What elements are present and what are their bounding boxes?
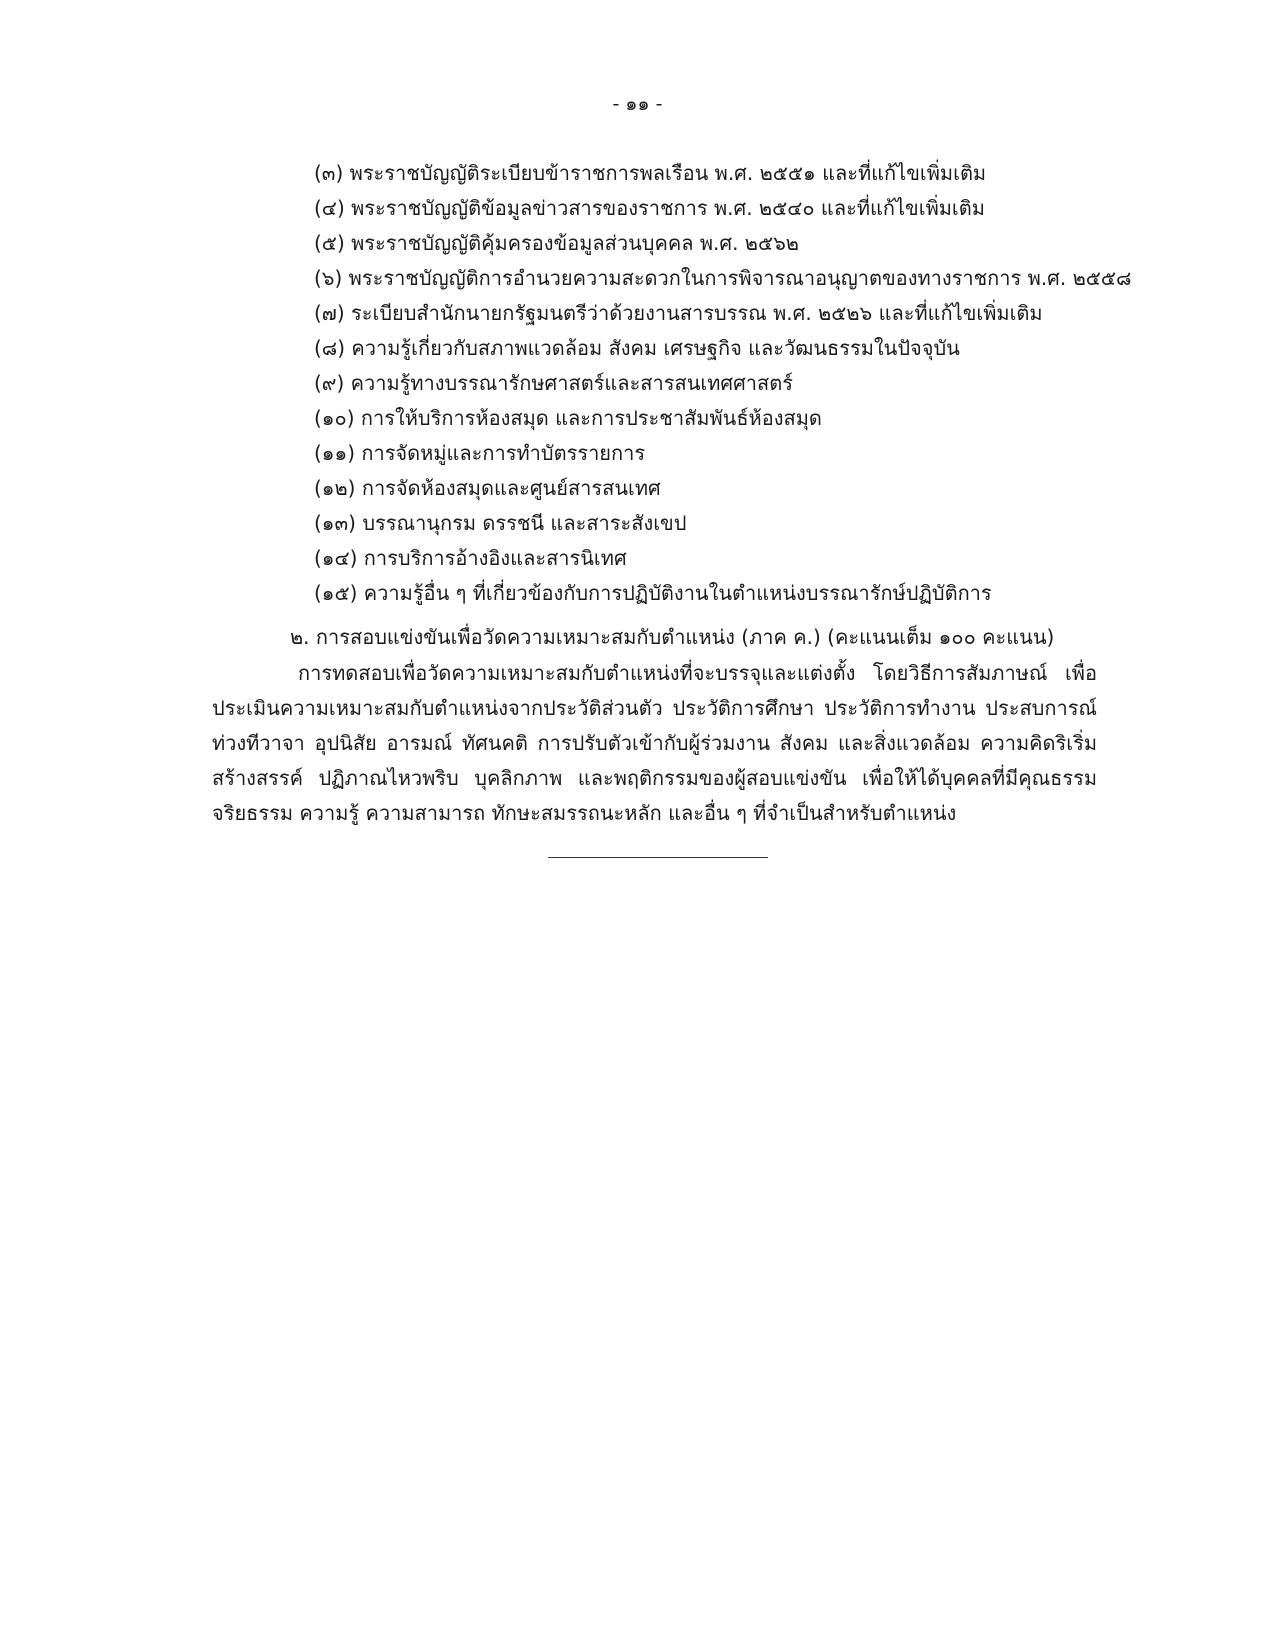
section-heading: ๒. การสอบแข่งขันเพื่อวัดความเหมาะสมกับตำแหน่ง (ภาค ค.) (คะแนนเต็ม ๑๐๐ คะแนน) xyxy=(290,625,1055,649)
list-item: (๑๔) การบริการอ้างอิงและสารนิเทศ xyxy=(314,546,627,570)
list-item: (๖) พระราชบัญญัติการอำนวยความสะดวกในการพิจารณาอนุญาตของทางราชการ พ.ศ. ๒๕๕๘ xyxy=(314,266,1132,290)
list-item: (๑๕) ความรู้อื่น ๆ ที่เกี่ยวข้องกับการปฏิบัติงานในตำแหน่งบรรณารักษ์ปฏิบัติการ xyxy=(314,581,992,605)
list-item: (๑๐) การให้บริการห้องสมุด และการประชาสัมพันธ์ห้องสมุด xyxy=(314,406,822,430)
list-item: (๕) พระราชบัญญัติคุ้มครองข้อมูลส่วนบุคคล พ.ศ. ๒๕๖๒ xyxy=(314,231,799,255)
knowledge-list xyxy=(314,156,1132,611)
list-item: (๘) ความรู้เกี่ยวกับสภาพแวดล้อม สังคม เศรษฐกิจ และวัฒนธรรมในปัจจุบัน xyxy=(314,336,960,360)
list-item: (๑๒) การจัดห้องสมุดและศูนย์สารสนเทศ xyxy=(314,476,661,500)
end-divider xyxy=(548,857,768,858)
list-item: (๑๓) บรรณานุกรม ดรรชนี และสาระสังเขป xyxy=(314,511,687,535)
list-item: (๙) ความรู้ทางบรรณารักษศาสตร์และสารสนเทศศาสตร์ xyxy=(314,371,793,395)
list-item: (๗) ระเบียบสำนักนายกรัฐมนตรีว่าด้วยงานสารบรรณ พ.ศ. ๒๕๒๖ และที่แก้ไขเพิ่มเติม xyxy=(314,301,1043,325)
section-paragraph: การทดสอบเพื่อวัดความเหมาะสมกับตำแหน่งที่จะบรรจุและแต่งตั้ง โดยวิธีการสัมภาษณ์ เพื่อประเมินความเหมาะสมกับตำแหน่งจากประวัติส่วนตัว ประวัติการศึกษา ประวัติการทำงาน ประสบการณ์ ท่วงทีวาจา อุปนิสัย อารมณ์ ทัศนคติ การปรับตัวเข้ากับผู้ร่วมงาน สังคม และสิ่งแวดล้อม ความคิดริเริ่ม สร้างสรรค์ ปฏิภาณไหวพริบ บุคลิกภาพ และพฤติกรรมของผู้สอบแข่งขัน เพื่อให้ได้บุคคลที่มีคุณธรรม จริยธรรม ความรู้ ความสามารถ ทักษะสมรรถนะหลัก และอื่น ๆ ที่จำเป็นสำหรับตำแหน่ง xyxy=(212,661,1097,825)
page-number: - ๑๑ - xyxy=(612,93,663,115)
list-item: (๑๑) การจัดหมู่และการทำบัตรรายการ xyxy=(314,441,646,465)
list-item: (๓) พระราชบัญญัติระเบียบข้าราชการพลเรือน พ.ศ. ๒๕๕๑ และที่แก้ไขเพิ่มเติม xyxy=(314,161,987,185)
list-item: (๔) พระราชบัญญัติข้อมูลข่าวสารของราชการ พ.ศ. ๒๕๔๐ และที่แก้ไขเพิ่มเติม xyxy=(314,196,985,220)
